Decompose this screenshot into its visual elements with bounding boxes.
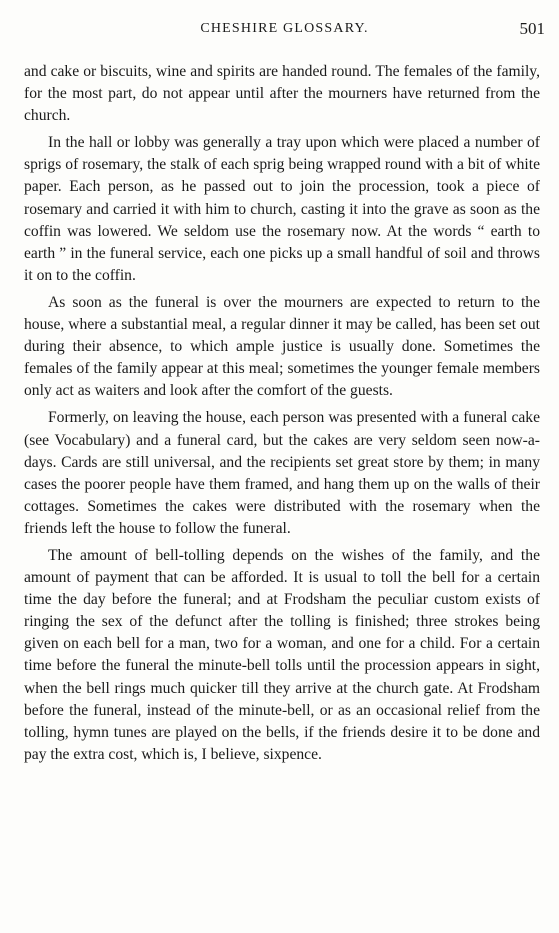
running-header	[24, 18, 545, 40]
paragraph-continuation: and cake or biscuits, wine and spirits are handed round. The females of the family, for the most part, do not appear until after the mourners have returned from the church.	[24, 63, 540, 125]
paragraph-funeral-meal: As soon as the funeral is over the mourners are expected to return to the house, where a substantial meal, a regular dinner it may be called, has been set out during their absence, to which ample justice is usually done. Sometimes the females of the family appear at this meal; sometimes the younger female members only act as waiters and look after the comfort of the guests.	[24, 293, 540, 400]
body-text	[24, 61, 540, 766]
page-number: 501	[519, 19, 545, 38]
paragraph-funeral-cards: Formerly, on leaving the house, each person was presented with a funeral cake (see Vocabulary) and a funeral card, but the cakes are very seldom seen now-a-days. Cards are still universal, and the recipients set great store by them; in many cases the poorer people have them framed, and hang them up on the walls of their cottages. Sometimes the cakes were distributed with the rosemary when the friends left the house to follow the funeral.	[24, 409, 540, 537]
running-title: CHESHIRE GLOSSARY.	[200, 21, 369, 36]
paragraph-bell-tolling: The amount of bell-tolling depends on the wishes of the family, and the amount of payment that can be afforded. It is usual to toll the bell for a certain time the day before the funeral; and at Frodsham the peculiar custom exists of ringing the sex of the defunct after the tolling is finished; three strokes being given on each bell for a man, two for a woman, and one for a child. For a certain time before the funeral the minute-bell tolls until the procession appears in sight, when the bell rings much quicker till they arrive at the church gate. At Frodsham before the funeral, instead of the minute-bell, or as an occasional relief from the tolling, hymn tunes are played on the bells, if the friends desire it to be done and pay the extra cost, which is, I believe, sixpence.	[24, 546, 540, 763]
paragraph-rosemary: In the hall or lobby was generally a tray upon which were placed a number of sprigs of rosemary, the stalk of each sprig being wrapped round with a bit of white paper. Each person, as he passed out to join the procession, took a piece of rosemary and carried it with him to church, casting it into the grave as soon as the coffin was lowered. We seldom use the rosemary now. At the words “ earth to earth ” in the funeral service, each one picks up a small handful of soil and throws it on to the coffin.	[24, 134, 540, 284]
